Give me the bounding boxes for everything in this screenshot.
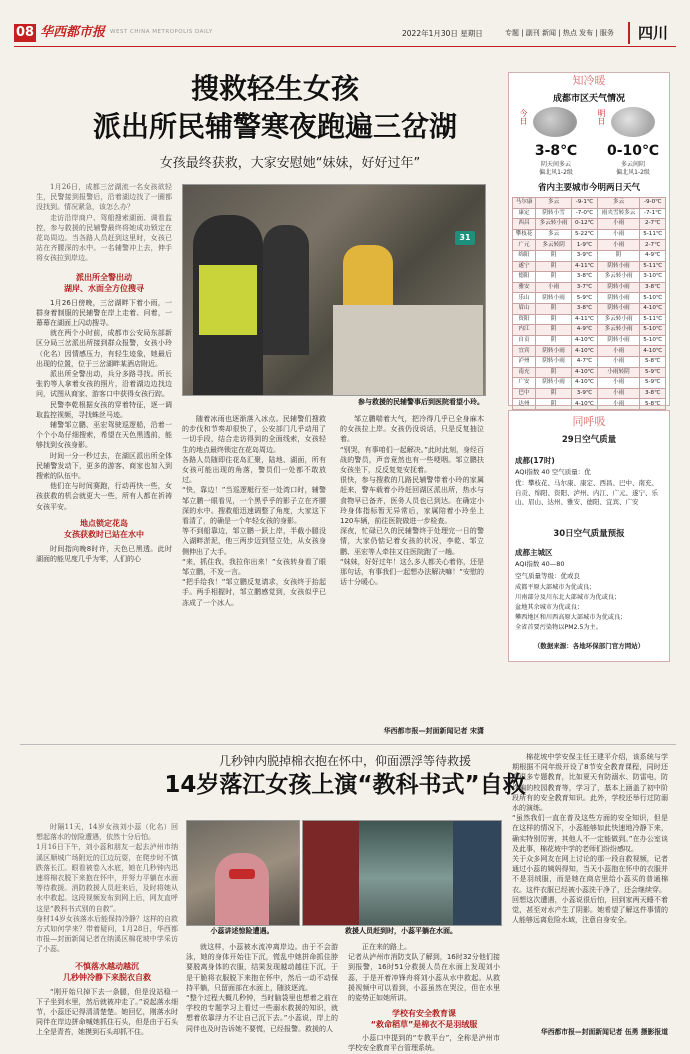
air-banner: 同呼吸: [572, 415, 606, 428]
city-weather-cell: 小雨: [597, 378, 640, 389]
city-weather-row: [513, 282, 666, 293]
city-weather-row: [513, 399, 666, 410]
city-weather-row: [513, 378, 666, 389]
aqi-line: AQI指数 40 空气质量：优: [515, 468, 591, 476]
city-weather-cell: 阴转小雨: [597, 335, 640, 346]
city-weather-cell: 4-9℃: [640, 250, 666, 261]
city-weather-cell: 多云转小雨: [536, 219, 572, 230]
section-tag: 专题 | 副刊: [505, 29, 540, 37]
air-title-30: 30日空气质量预报: [553, 529, 625, 539]
air-note: 攀西地区和川西高原大部城市为优或良；: [515, 614, 627, 621]
story1-lede: 1月26日，成都三岔湖流一名女孩欲轻生，民警接到报警后，沿着湖边找了一圈都没找到。情况紧急，该怎么办？: [36, 183, 172, 212]
city-weather-table: [512, 197, 666, 410]
story1-paragraph: 1月26日傍晚，三岔湖畔下着小雨，一群身着制服的民辅警在岸上走着、问着，一幕幕在湖面上闪动搜寻。: [36, 298, 172, 328]
city-weather-cell: 4-10℃: [640, 303, 666, 314]
masthead: [0, 10, 690, 50]
story2-column-2: 就这样，小蕊被水流冲离岸边。由于不会游泳，她的身体开始往下沉，慌乱中她拼命抓住脖要脱离身体的衣服，结果发现越动越往下沉，于是干脆将衣服脱下来抱在怀中，然后一动不动保持平躺，只留面部在水面上，随波逐流。 “整个过程大概几秒钟，当时脑袋里也想着之前在学校的专题学习上看过一些溺水救援的知识，就想着依靠浮力不让自己沉下去。”小蕊说，岸上的同伴也及时告诉她不要慌，已经报警。救援的人: [186, 943, 338, 1033]
city-weather-cell: 小雨: [597, 240, 640, 251]
story1-paragraph: 派出所全警出动，兵分多路寻找。所长张豹等人拿着女孩的照片，沿着湖边边找边问，试图从商家、游客口中获得女孩行踪。: [36, 370, 172, 399]
city-weather-grid: [512, 197, 666, 410]
city-weather-cell: 5-9℃: [640, 378, 666, 389]
good-cities: 优：攀枝花、马尔康、康定、西昌、巴中、南充、自贡、绵阳、资阳、泸州、内江、广元、遂宁、乐山、眉山、达州、雅安、德阳、宜宾、广安: [515, 479, 658, 506]
aqi-range: AQI指数 40—80: [515, 560, 565, 568]
chengdu-17h: 成都(17时): [515, 456, 555, 465]
city-weather-row: [513, 272, 666, 283]
city-weather-cell: 4-7℃: [572, 356, 598, 367]
story2-subhead-2: 学校有安全教育课 “救命稻草”是棉衣不是羽绒服: [370, 1009, 478, 1030]
city-weather-cell: 康定: [513, 208, 536, 219]
section-divider: [20, 744, 676, 745]
story2-photo-1-caption: 小蕊讲述惊险遭遇。: [210, 927, 274, 935]
story1-paragraph: 他们在与时间赛跑，行动再快一些，女孩获救的机会就更大一些，所有人都在祈祷女孩平安。: [36, 482, 172, 511]
city-weather-row: [513, 367, 666, 378]
city-weather-cell: 阴转小雨: [536, 378, 572, 389]
story2-column-4: 棉花坡中学安保主任王建平介绍，该系统与学期根据不同年级开设了8节安全教育课程，同时还有很多专题教育，比如夏天有防溺水、防雷电，防诈骗的校园教育等，学习了，基本上涵盖了初中阶段所有的安全教育知识。此外，学校还举行过防溺水的演练。 “虽然我们一直在普及这些方面的安全知识，但是在这样的情况下，小蕊能够如此快速地冷静下来，确实特别厉害，其他人不一定能做到。”在办公室谈及此事，棉花坡中学的老师们纷纷感叹。 关于众多网友在网上讨论的那一段自救视频，记者通过小蕊的姨妈得知，当天小蕊抱在怀中的衣服并不是羽绒服，而是她在商店里给小蕊买的普通棉衣。这件衣服已经被小蕊洗干净了，还会继续穿。 回想这次遭遇，小蕊说很后怕，回到家两天睡不着觉，甚至对水产生了阴影。她希望了解这件事情的人能够远离危险水域，注意自身安全。: [512, 753, 668, 925]
city-weather-cell: 2-7℃: [640, 240, 666, 251]
air-note: 盆地其余城市为优或良；: [515, 604, 584, 611]
aqi-level: 空气质量等级：优或良: [515, 572, 580, 580]
tomorrow-desc: [601, 161, 665, 177]
city-weather-cell: 3-9℃: [572, 250, 598, 261]
story2-column-3: [348, 942, 500, 1054]
story2-subhead-1: 不慎落水越动越沉 几秒钟冷静下来脱衣自救: [63, 961, 151, 982]
city-weather-row: [513, 208, 666, 219]
city-weather-cell: 内江: [513, 325, 536, 336]
mask-icon: [229, 869, 255, 879]
story2-photo-2-caption: 救援人员赶到时，小蕊平躺在水面。: [345, 927, 457, 935]
hospital-bed: [333, 305, 483, 395]
city-weather-cell: 多云: [597, 198, 640, 209]
city-weather-row: [513, 388, 666, 399]
air-quality-box: [508, 410, 670, 662]
city-weather-cell: 达州: [513, 399, 536, 410]
city-weather-row: [513, 293, 666, 304]
story1-subhead-2: 地点锁定花岛 女孩获救时已站在水中: [64, 518, 144, 539]
cloud-rain-icon: [533, 107, 577, 137]
story1-paragraph: 辅警邹立鹏、巫宏驾驶巡逻船，沿着一个个小岛仔细搜索，希望在天色黑透前，能够找到女孩身影。: [36, 421, 172, 450]
city-weather-cell: 5-10℃: [640, 293, 666, 304]
story2-column-1: [36, 822, 178, 1038]
city-weather-cell: 小雨: [597, 388, 640, 399]
city-weather-cell: 阴转小雨: [536, 356, 572, 367]
city-weather-row: [513, 240, 666, 251]
city-weather-cell: 4-11℃: [572, 261, 598, 272]
today-desc: [523, 161, 589, 177]
city-weather-row: [513, 325, 666, 336]
today-desc-1: 阴天间多云: [540, 161, 571, 168]
city-weather-cell: 3-8℃: [572, 272, 598, 283]
city-weather-cell: -9-0℃: [640, 198, 666, 209]
masthead-rule: [14, 46, 676, 47]
city-weather-row: [513, 261, 666, 272]
air-title-29: 29日空气质量: [561, 435, 617, 445]
city-weather-cell: -7-0℃: [572, 208, 598, 219]
city-weather-cell: 3-8℃: [640, 282, 666, 293]
city-weather-cell: 小雨: [597, 356, 640, 367]
city-weather-cell: 绵阳: [513, 250, 536, 261]
city-weather-cell: 多云转小雨: [597, 272, 640, 283]
cloud-icon: [611, 107, 655, 137]
city-weather-cell: 小雨: [597, 219, 640, 230]
story1-column-3: 邹立鹏喘着大气，把冷得几乎已全身麻木的女孩拉上岸。女孩仍没说话，只是反复抽泣着。 “别哭，有事咱们一起解决。”此时此刻，身经百战的警员，声音竟然也有一些哽咽。邹立鹏扶女孩坐下，反反复复安抚着。 很快，参与搜救的几路民辅警带着小玲的家属赶来，警车载着小玲赶回湖区派出所，热水与食物早已备齐，医务人员也已到达。在确定小玲身体指标暂无异常后，家属陪着小玲坐上120车辆，前往医院做进一步检查。 深夜，忙碌已久的民辅警终于处理完一日的警情，大家仍惦记着女孩的状况，李乾、邹立鹏、巫宏等人牵挂又往医院跑了一趟。 “妹妹，好好过年！这么多人都关心着你，还是那句话，有事我们一起想办法解决嘛！”安慰的话十分暖心。: [340, 415, 484, 587]
city-weather-cell: 5-10℃: [640, 325, 666, 336]
story2-photo-1: [186, 820, 300, 926]
story2-paragraph: 小蕊口中提到的“专教平台”，全称是泸州市学校安全教育平台管理系统。: [348, 1034, 500, 1053]
city-weather-cell: 乐山: [513, 293, 536, 304]
region-label: 四川: [628, 22, 676, 44]
city-weather-cell: 多云: [536, 198, 572, 209]
city-weather-cell: 自贡: [513, 335, 536, 346]
city-weather-cell: 雅安: [513, 282, 536, 293]
city-weather-cell: 多云转小雨: [597, 325, 640, 336]
city-weather-cell: 阴: [536, 335, 572, 346]
city-weather-row: [513, 314, 666, 325]
story2-byline: 华西都市报—封面新闻记者 伍勇 摄影报道: [540, 1028, 668, 1036]
city-weather-cell: 眉山: [513, 303, 536, 314]
date-line: 2022年1月30日 星期日: [402, 29, 483, 38]
story2-kicker: 几秒钟内脱掉棉衣抱在怀中，仰面漂浮等待救援: [218, 754, 471, 768]
city-weather-cell: 多云转阴: [536, 240, 572, 251]
city-weather-cell: 5-9℃: [572, 293, 598, 304]
city-weather-row: [513, 356, 666, 367]
city-weather-cell: 5-22℃: [572, 229, 598, 240]
city-weather-cell: -9-1℃: [572, 198, 598, 209]
city-weather-cell: 阴转小雨: [597, 293, 640, 304]
city-weather-cell: 3-8℃: [640, 388, 666, 399]
city-weather-cell: 多云: [536, 229, 572, 240]
city-weather-cell: 小雨: [597, 399, 640, 410]
city-weather-cell: 1-9℃: [572, 240, 598, 251]
photo-badge: 31: [455, 231, 475, 245]
city-weather-cell: 小雨转阴: [597, 367, 640, 378]
section-tags: [505, 28, 625, 38]
page-number-badge: 08: [15, 25, 35, 40]
city-weather-cell: 4-10℃: [572, 367, 598, 378]
city-weather-cell: 雨夹雪转多云: [597, 208, 640, 219]
city-weather-cell: 5-11℃: [640, 314, 666, 325]
story2-paragraph: “刚开始只掉下去一条腿，但是没站稳一下子坐到水里，然后就被冲走了。”说起落水细节，小蕊还记得清清楚楚。她回忆，刚落水时同伴在岸边拼命喊她抓住石头，但是由于石头上全是青苔，她摸到石头却抓不住。: [36, 987, 178, 1037]
city-weather-cell: 巴中: [513, 388, 536, 399]
today-desc-2: 偏北风1-2级: [539, 169, 573, 176]
city-weather-cell: 4-10℃: [640, 346, 666, 357]
air-source: （数据来源：各地环保部门官方网站）: [533, 642, 645, 650]
city-weather-cell: 广元: [513, 240, 536, 251]
city-weather-cell: 阴转小雨: [536, 346, 572, 357]
city-weather-cell: 攀枝花: [513, 229, 536, 240]
story2-headline: 14岁落江女孩上演“教科书式”自救: [164, 772, 526, 798]
city-weather-cell: 小雨: [597, 346, 640, 357]
city-weather-cell: 5-9℃: [640, 367, 666, 378]
today-temp: 3-8℃: [534, 143, 578, 159]
city-weather-cell: 遂宁: [513, 261, 536, 272]
city-weather-cell: 阴: [536, 303, 572, 314]
hi-vis-vest: [199, 265, 257, 335]
city-weather-cell: 阴转小雨: [536, 293, 572, 304]
city-weather-cell: 阴转小雪: [536, 208, 572, 219]
city-weather-cell: 阴: [536, 388, 572, 399]
today-label: 今日: [519, 109, 528, 125]
paper-name-logo: 华西都市报: [40, 25, 106, 40]
story1-paragraph: 民警李乾根据女孩的穿着特征，逐一调取监控视频，寻找蛛丝马迹。: [36, 400, 172, 419]
weather-sidebar: [508, 72, 670, 406]
city-weather-cell: 阴转小雨: [597, 261, 640, 272]
city-weather-cell: 2-7℃: [640, 219, 666, 230]
city-table-title: 省内主要城市今明两日天气: [537, 183, 640, 193]
city-weather-cell: 0-12℃: [572, 219, 598, 230]
city-weather-row: [513, 303, 666, 314]
story1-lede2: 走访沿岸商户、驾船搜索湖面、调看监控，参与救援的民辅警最终将她成功锁定在花岛周边。当各路人员赶到这里时，女孩已站在齐腰深的水中。一名辅警冲上去，伸手将女孩拉到岸边。: [36, 213, 172, 263]
weather-banner: 知冷暖: [572, 74, 606, 87]
story1-byline: 华西都市报—封面新闻记者 宋潇: [383, 727, 484, 735]
city-weather-cell: -7-1℃: [640, 208, 666, 219]
city-weather-cell: 5-8℃: [640, 356, 666, 367]
city-weather-row: [513, 219, 666, 230]
city-weather-cell: 阴: [536, 325, 572, 336]
city-weather-cell: 4-10℃: [572, 346, 598, 357]
city-weather-cell: 阴转小雨: [597, 303, 640, 314]
rescuer-figure-2: [453, 821, 501, 925]
city-weather-row: [513, 198, 666, 209]
story1-subhead-1: 派出所全警出动 湖岸、水面全方位搜寻: [64, 272, 144, 293]
air-note: 全省首要污染物以PM2.5为主。: [515, 624, 602, 631]
story1-paragraph: 时间指向晚8时许，天色已黑透。此时湖面的能见度几乎为零，人们的心: [36, 544, 172, 564]
air-note: 川南部分及川东北大部城市为优或良；: [515, 594, 621, 601]
story1-headline-2: 派出所民辅警寒夜跑遍三岔湖: [92, 110, 457, 143]
city-weather-cell: 多云转小雨: [597, 314, 640, 325]
city-weather-cell: 南充: [513, 367, 536, 378]
story1-column-2: 随着冰雨也逐渐落入冰点。民辅警们搜救的步伐和节奏却很快了，公安部门几乎动用了一切手段，结合走访得到的全面线索，女孩轻生的地点最终锁定在花岛周边。 各路人员随即往花岛汇聚，陆地、湖面，所有女孩可能出现的角落，警员们一处都不敢放过。 “快，靠边！”当巡逻艇行至一处湾口时，辅警邹立鹏一眼看见，一个黑乎乎的影子立在齐腰深的水中。搜救船迅速调整了角度，大家这下看清了，的确是一个年轻女孩的身影。 等不到船靠边，邹立鹏一跃上岸，半截小腿没入湖畔淤泥，他三两步迈到竖立处，从女孩身侧伸出了大手。 “来，抓住我，我拉你出来！”女孩转身看了眼邹立鹏，不发一言。 “把手给我！”邹立鹏反复请求，女孩终于抬起手。两手相握时，邹立鹏感觉到，女孩似乎已冻成了一个冰人。: [182, 415, 326, 607]
city-weather-cell: 小雨: [536, 282, 572, 293]
section-tag: 发布 | 服务: [579, 29, 614, 37]
city-weather-cell: 4-10℃: [572, 378, 598, 389]
weather-title: 成都市区天气情况: [552, 94, 625, 104]
city-weather-cell: 马尔康: [513, 198, 536, 209]
story1-headline-1: 搜救轻生女孩: [190, 72, 359, 105]
story1-photo: [182, 184, 486, 396]
city-weather-cell: 阴: [536, 272, 572, 283]
section-tag: 新闻 | 热点: [542, 29, 577, 37]
story1-column-1: [36, 182, 172, 564]
city-weather-cell: 5-8℃: [640, 399, 666, 410]
city-weather-cell: 小雨: [597, 229, 640, 240]
girl-figure: [215, 853, 269, 925]
city-weather-cell: 5-11℃: [640, 261, 666, 272]
city-weather-cell: 4-10℃: [572, 399, 598, 410]
story2-lede: 时隔11天，14岁女孩刘小蕊（化名）回想起落水的惊险遭遇，依然十分后怕。 1月16日下午，刘小蕊和朋友一起去泸州市纳溪区顺城广场附近的江边玩耍，在爬步时不慎跌落长江。眼看被卷入水底，她在几秒钟内迅速将棉衣脱下来抱在怀中，并努力平躺在水面等待救援。消防救援人员赶来后，及时将她从水中救起。这段视频发布到网上后，网友直呼这是“教科书式别的自救”。 身材14岁女孩落水后能保持冷静？这样的自救方式如何学来？带着疑问，1月28日，华西都市报—封面新闻记者在纳溪区棉花坡中学采访了小蕊。: [36, 823, 178, 954]
city-weather-cell: 西昌: [513, 219, 536, 230]
story1-photo-caption: 参与救援的民辅警事后到医院看望小玲。: [358, 398, 484, 406]
city-weather-cell: 阴: [536, 250, 572, 261]
city-weather-cell: 阴: [536, 367, 572, 378]
city-weather-cell: 德阳: [513, 272, 536, 283]
tomorrow-temp: 0-10℃: [607, 143, 659, 159]
rescuer-figure: [303, 821, 359, 925]
story1-paragraph: 就在两个小时前，成都市公安局东部新区分局三岔派出所接到群众报警，女孩小玲（化名）因情感压力，有轻生迹象，她最后出现的位置，位于三岔湖畔某酒店附近。: [36, 329, 172, 368]
story2-paragraph: 正在来的路上。 记者从泸州市消防支队了解到，16时32分他们接到报警，16时51分救援人员在水面上发现刘小蕊，于是开着冲锋舟将刘小蕊从水中救起。从救援视频中可以看到，小蕊虽然在哭泣，但在水里的姿势正如她所讲。: [348, 943, 500, 1003]
city-weather-row: [513, 335, 666, 346]
city-weather-cell: 宜宾: [513, 346, 536, 357]
city-weather-cell: 阴转小雨: [597, 282, 640, 293]
city-weather-cell: 3-9℃: [572, 388, 598, 399]
air-notes: [515, 583, 665, 633]
city-weather-row: [513, 229, 666, 240]
city-weather-cell: 3-7℃: [572, 282, 598, 293]
story1-subheadline: 女孩最终获救，大家安慰她“妹妹，好好过年”: [159, 156, 421, 171]
officer-figure-2: [263, 225, 309, 355]
city-weather-cell: 泸州: [513, 356, 536, 367]
paper-english-name: WEST CHINA METROPOLIS DAILY: [110, 29, 213, 35]
city-weather-cell: 4-10℃: [572, 335, 598, 346]
main-area: 成都主城区: [515, 548, 553, 557]
city-weather-cell: 3-10℃: [640, 272, 666, 283]
city-weather-cell: 资阳: [513, 314, 536, 325]
city-weather-cell: 阴: [536, 399, 572, 410]
city-weather-cell: 阴: [536, 314, 572, 325]
city-weather-cell: 5-11℃: [640, 229, 666, 240]
city-weather-cell: 4-9℃: [572, 325, 598, 336]
story1-paragraph: 时间一分一秒过去，在湖区派出所全体民辅警发动下，更多的游客、商家也加入到搜索的队伍中。: [36, 451, 172, 481]
city-weather-cell: 阴: [536, 261, 572, 272]
city-weather-row: [513, 250, 666, 261]
city-weather-cell: 4-11℃: [572, 314, 598, 325]
tomorrow-desc-2: 偏北风1-2级: [616, 169, 650, 176]
tomorrow-desc-1: 多云间阴: [620, 161, 645, 168]
city-weather-cell: 阴: [597, 250, 640, 261]
story2-photo-2: [302, 820, 502, 926]
city-weather-cell: 3-8℃: [572, 303, 598, 314]
tomorrow-label: 明日: [597, 109, 606, 125]
city-weather-cell: 广安: [513, 378, 536, 389]
air-note: 成都平原大部城市为优或良；: [515, 584, 596, 591]
city-weather-row: [513, 346, 666, 357]
city-weather-cell: 5-10℃: [640, 335, 666, 346]
